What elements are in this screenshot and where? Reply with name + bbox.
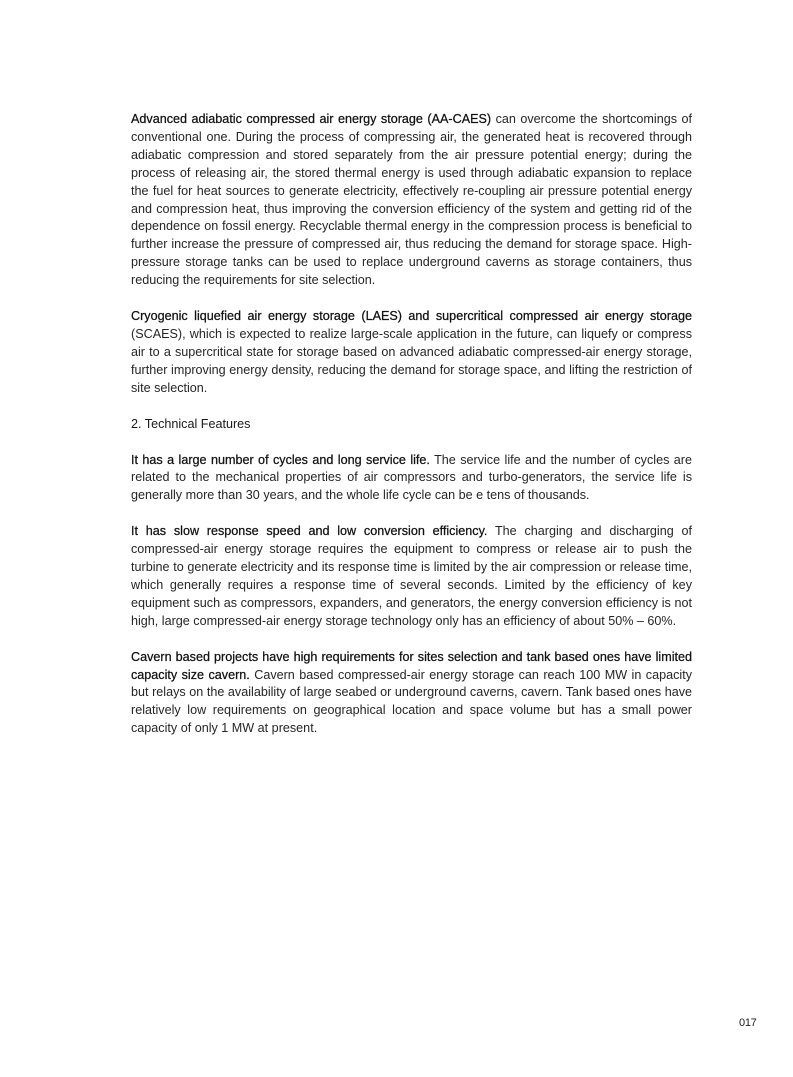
paragraph-body: (SCAES), which is expected to realize large-scale application in the future, can liquefy or compress air to a supercritical state for storage based on advanced adiabatic compressed-air energy storage, further improving energy density, reducing the demand for storage space, and lifting the restriction of site selection. — [131, 326, 692, 395]
feature-body: The charging and discharging of compressed-air energy storage requires the equipment to compress or release air to push the turbine to generate electricity and its response time is limited by the air compression or release time, which generally requires a response time of several seconds. Limited by the efficiency of key equipment such as compressors, expanders, and generators, the energy conversion efficiency is not high, large compressed-air energy storage technology only has an efficiency of about 50% – 60%. — [131, 524, 692, 628]
feature-lead: Cavern based projects have high requirements for sites selection and tank based ones have limited capacity size cavern. — [131, 649, 692, 682]
paragraph-aa-caes — [131, 111, 692, 290]
document-page — [131, 111, 692, 756]
paragraph-lead: Cryogenic liquefied air energy storage (LAES) and supercritical compressed air energy storage — [131, 309, 692, 324]
feature-site-capacity — [131, 649, 692, 739]
paragraph-laes-scaes — [131, 308, 692, 398]
paragraph-lead: Advanced adiabatic compressed air energy storage (AA-CAES) — [131, 112, 492, 126]
feature-response-efficiency — [131, 523, 692, 630]
feature-lead: It has a large number of cycles and long service life. — [131, 452, 430, 467]
page-number: 017 — [739, 1017, 757, 1029]
feature-body: The service life and the number of cycles are related to the mechanical properties of air compressors and turbo-generators, the service life is generally more than 30 years, and the whole life cycle can be e tens of thousands. — [131, 452, 692, 503]
paragraph-body: can overcome the shortcomings of conventional one. During the process of compressing air, the generated heat is recovered through adiabatic compression and stored separately from the air pressure potential energy; during the process of releasing air, the stored thermal energy is used through adiabatic expansion to replace the fuel for heat sources to generate electricity, effectively re-coupling air pressure potential energy and compression heat, thus improving the conversion efficiency of the system and getting rid of the dependence on fossil energy. Recyclable thermal energy in the compression process is beneficial to further increase the pressure of compressed air, thus reducing the demand for storage space. High-pressure storage tanks can be used to replace underground caverns as storage containers, thus reducing the requirements for site selection. — [131, 112, 692, 288]
feature-body: Cavern based compressed-air energy storage can reach 100 MW in capacity but relays on the availability of large seabed or underground caverns, cavern. Tank based ones have relatively low requirements on geographical location and space volume but has a small power capacity of only 1 MW at present. — [131, 667, 692, 736]
feature-lead: It has slow response speed and low conversion efficiency. — [131, 524, 488, 539]
section-heading: 2. Technical Features — [131, 416, 251, 431]
feature-cycles-service-life — [131, 452, 692, 506]
